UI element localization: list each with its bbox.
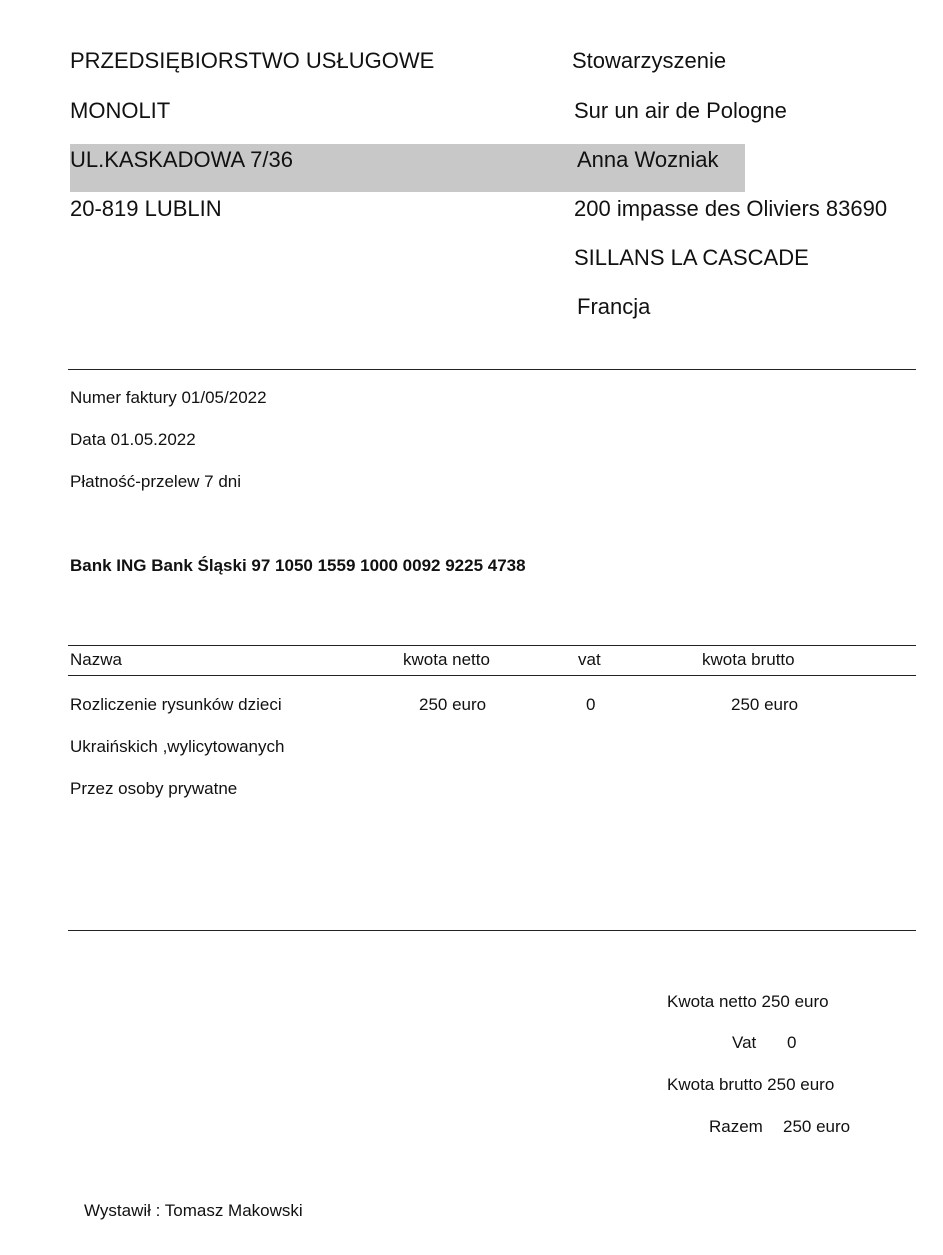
table-top-rule [68, 645, 916, 646]
buyer-country: Francja [577, 294, 651, 319]
row-name-line3: Przez osoby prywatne [70, 779, 238, 798]
total-razem-label: Razem [709, 1117, 763, 1136]
col-header-gross: kwota brutto [702, 650, 795, 669]
col-header-vat: vat [578, 650, 601, 669]
row-name-line2: Ukraińskich ,wylicytowanych [70, 737, 285, 756]
buyer-contact: Anna Wozniak [577, 147, 719, 172]
total-gross: Kwota brutto 250 euro [667, 1075, 835, 1094]
seller-city: 20-819 LUBLIN [70, 196, 222, 221]
row-gross: 250 euro [731, 695, 799, 714]
total-vat-label: Vat [732, 1033, 757, 1052]
total-net: Kwota netto 250 euro [667, 992, 829, 1011]
seller-street: UL.KASKADOWA 7/36 [70, 147, 293, 172]
table-header-rule [68, 675, 916, 676]
buyer-city: SILLANS LA CASCADE [574, 245, 809, 270]
seller-name-line1: PRZEDSIĘBIORSTWO USŁUGOWE [70, 48, 435, 73]
bank-account: Bank ING Bank Śląski 97 1050 1559 1000 0092 9225 4738 [70, 556, 526, 575]
total-razem-value: 250 euro [783, 1117, 851, 1136]
total-vat-value: 0 [787, 1033, 797, 1052]
invoice-payment: Płatność-przelew 7 dni [70, 472, 242, 491]
seller-name-line2: MONOLIT [70, 98, 171, 123]
row-vat: 0 [586, 695, 596, 714]
buyer-line1: Stowarzyszenie [572, 48, 727, 73]
row-name-line1: Rozliczenie rysunków dzieci [70, 695, 282, 714]
col-header-name: Nazwa [70, 650, 122, 669]
invoice-date: Data 01.05.2022 [70, 430, 196, 449]
invoice-number: Numer faktury 01/05/2022 [70, 388, 267, 407]
buyer-street: 200 impasse des Oliviers 83690 [574, 196, 888, 221]
buyer-line2: Sur un air de Pologne [574, 98, 787, 123]
col-header-net: kwota netto [403, 650, 490, 669]
table-bottom-rule [68, 930, 916, 931]
row-net: 250 euro [419, 695, 487, 714]
divider-top [68, 369, 916, 370]
issuer: Wystawił : Tomasz Makowski [84, 1201, 303, 1220]
